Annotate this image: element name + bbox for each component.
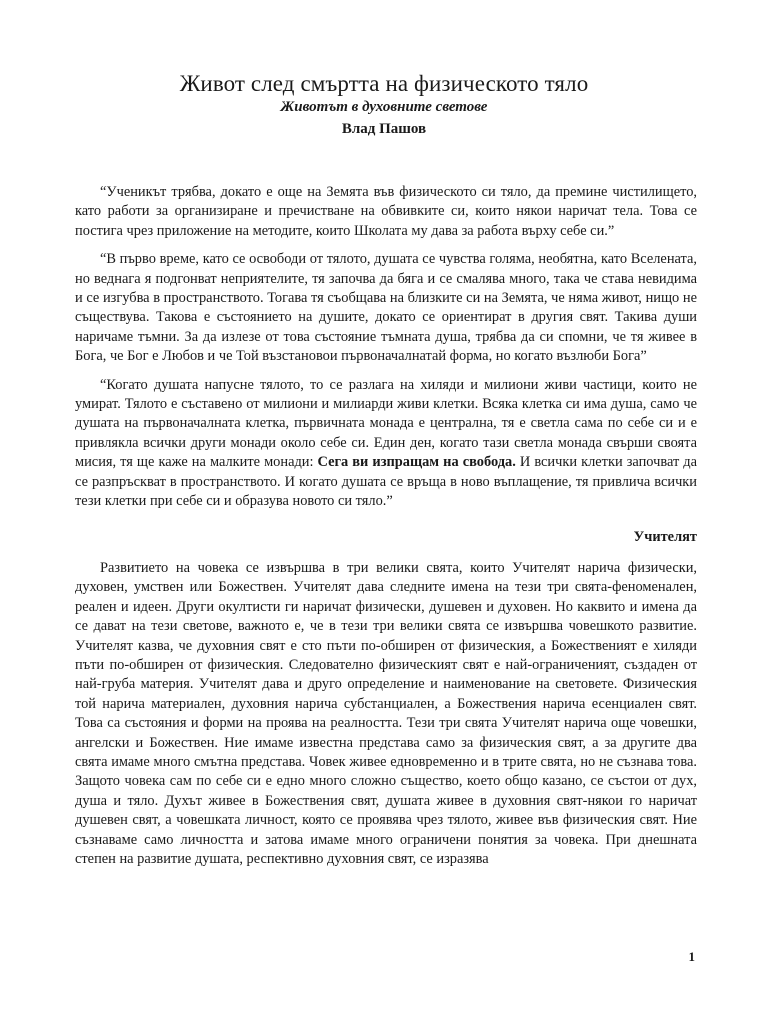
paragraph-1: “Ученикът трябва, докато е още на Земята във физическото си тяло, да премине чистилището, като работи за организиране и пречистване на обвивките си, които някои наричат тела. Това се постига чрез приложение на методите, които Школата му дава за работа върху себе си.” [75,184,697,239]
paragraph-3-bold-quote: Сега ви изпращам на свобода. [317,454,516,471]
section-heading: Учителят [633,528,697,545]
page-subtitle: Животът в духовните светове [280,99,488,115]
author-name: Влад Пашов [341,121,427,137]
paragraph-4: Развитието на човека се извършва в три велики свята, които Учителят нарича физически, духовен, умствен или Божествен. Учителят дава следните имена на тези три свята-феноменален, реален и идеен. Други окултисти ги наричат физически, душевен и духовен. Но каквито и имена да се дават на тези светове, важното е, че в тези три велики свята се извършва човешкото развитие. Учителят казва, че духовния свят е сто пъти по-обширен от физическия, а Божественият е хиляди пъти по-обширен от физическия. Следователно физическият свят е най-ограниченият, създаден от най-груба материя. Учителят дава и друго определение и наименование на световете. Физическия той нарича материален, духовния нарича субстанциален, а Божествения нарича есенциален свят. Това са състояния и форми на проява на реалността. Тези три свята Учителят нарича още човешки, ангелски и Божествен. Ние имаме известна представа само за физическия свят, а за другите два свята имаме много смътна представа. Човек живее едновременно и в трите свята, но не съзнава това. Защото човека сам по себе си е едно много сложно същество, което общо казано, се състои от дух, душа и тяло. Духът живее в Божествения свят, душата живее в духовния свят-някои го наричат душевен свят, а човешката личност, която се проявява чрез тялото, живее във физическия свят. Ние съзнаваме само личността и затова имаме много ограничени понятия за човека. При днешната степен на развитие душата, респективно духовния свят, се изразява [75,559,697,867]
paragraph-3 [75,376,697,512]
page-title: Живот след смъртта на физическото тяло [179,71,589,96]
paragraph-3-text-start: “Когато душата напусне тялото, то се разлага на хиляди и милиони живи частици, които не умират. Тялото е съставено от милиони и милиарди живи клетки. Всяка клетка си има душа, само че душата на първоначалната клетка, първичната монада е централна, тя е светла сама по себе си и е привлякла всички други монади около себе си. Един ден, когато тази светла монада свърши своята мисия, тя ще каже на малките монади: [75,376,697,471]
paragraph-3-text-end: И всички клетки започват да се разпръскват в пространството. И когато душата се връща в ново въплащение, тя привлича всички тези клетки при себе си и образува новото си тяло.” [75,454,698,510]
document-body [75,183,697,869]
page-number: 1 [688,949,695,964]
paragraph-2: “В първо време, като се освободи от тялото, душата се чувства голяма, необятна, като Вселената, но веднага я подгонват неприятелите, тя започва да бяга и се смалява много, така че става невидима и се изгубва в пространството. Тогава тя съобщава на близките си на Земята, че няма живот, нищо не съществува. Такова е състоянието на душите, докато се ориентират в другия свят. Такива души наричаме тъмни. За да излезе от това състояние тъмната душа, трябва да си спомни, че тя живее в Бога, че Бог е Любов и че Той възстановои първоначалнатай форма, но когато възлюби Бога” [75,251,697,365]
